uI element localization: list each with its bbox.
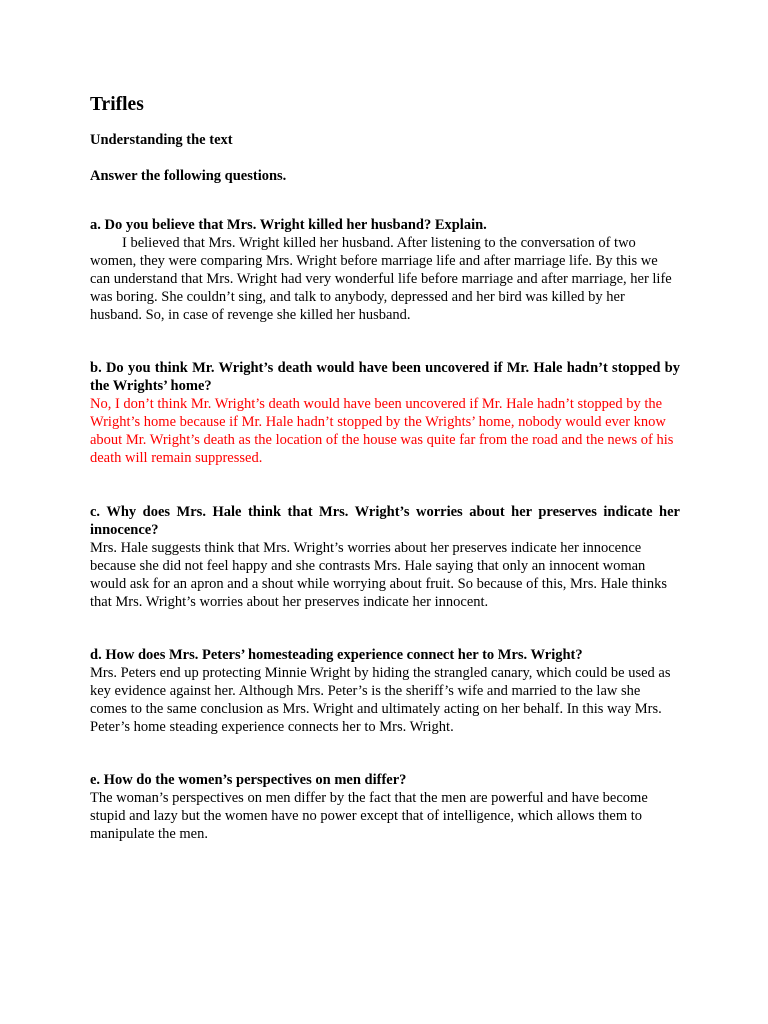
- answer-a: I believed that Mrs. Wright killed her husband. After listening to the conversation of two women, they were comparing Mrs. Wright before marriage life and after marriage life. By this we can understand that Mrs. Wright had very wonderful life before marriage and after marriage, her life was boring. She couldn’t sing, and talk to anybody, depressed and her bird was killed by her husband. So, in case of revenge she killed her husband.: [90, 235, 672, 323]
- answer-c: Mrs. Hale suggests think that Mrs. Wright’s worries about her preserves indicate her innocence because she did not feel happy and she contrasts Mrs. Hale saying that only an innocent woman would ask for an apron and a shout while worrying about fruit. So because of this, Mrs. Hale thinks that Mrs. Wright’s worries about her preserves indicate her innocent.: [90, 540, 668, 610]
- question-d: d. How does Mrs. Peters’ homesteading experience connect her to Mrs. Wright?: [90, 647, 583, 663]
- question-block-c: [90, 503, 680, 611]
- document-page: [90, 93, 680, 843]
- question-c: c. Why does Mrs. Hale think that Mrs. Wright’s worries about her preserves indicate her innocence?: [90, 504, 680, 538]
- question-block-d: [90, 646, 680, 736]
- question-e: e. How do the women’s perspectives on men differ?: [90, 772, 407, 788]
- answer-b: No, I don’t think Mr. Wright’s death would have been uncovered if Mr. Hale hadn’t stopped by the Wright’s home because if Mr. Hale hadn’t stopped by the Wrights’ home, nobody would ever know about Mr. Wright’s death as the location of the house was quite far from the road and the news of his death will remain suppressed.: [90, 396, 674, 466]
- answer-e: The woman’s perspectives on men differ by the fact that the men are powerful and have become stupid and lazy but the women have no power except that of intelligence, which allows them to manipulate the men.: [90, 790, 648, 842]
- question-a: a. Do you believe that Mrs. Wright killed her husband? Explain.: [90, 217, 487, 233]
- question-b: b. Do you think Mr. Wright’s death would have been uncovered if Mr. Hale hadn’t stopped by the Wrights’ home?: [90, 360, 680, 394]
- question-block-a: [90, 216, 680, 324]
- document-title: Trifles: [90, 94, 144, 115]
- instruction-text: Answer the following questions.: [90, 168, 287, 184]
- section-subtitle: Understanding the text: [90, 132, 233, 148]
- question-block-e: [90, 771, 680, 843]
- question-block-b: [90, 359, 680, 467]
- answer-d: Mrs. Peters end up protecting Minnie Wright by hiding the strangled canary, which could be used as key evidence against her. Although Mrs. Peter’s is the sheriff’s wife and married to the law she comes to the same conclusion as Mrs. Wright and ultimately acting on her behalf. In this way Mrs. Peter’s home steading experience connects her to Mrs. Wright.: [90, 665, 671, 735]
